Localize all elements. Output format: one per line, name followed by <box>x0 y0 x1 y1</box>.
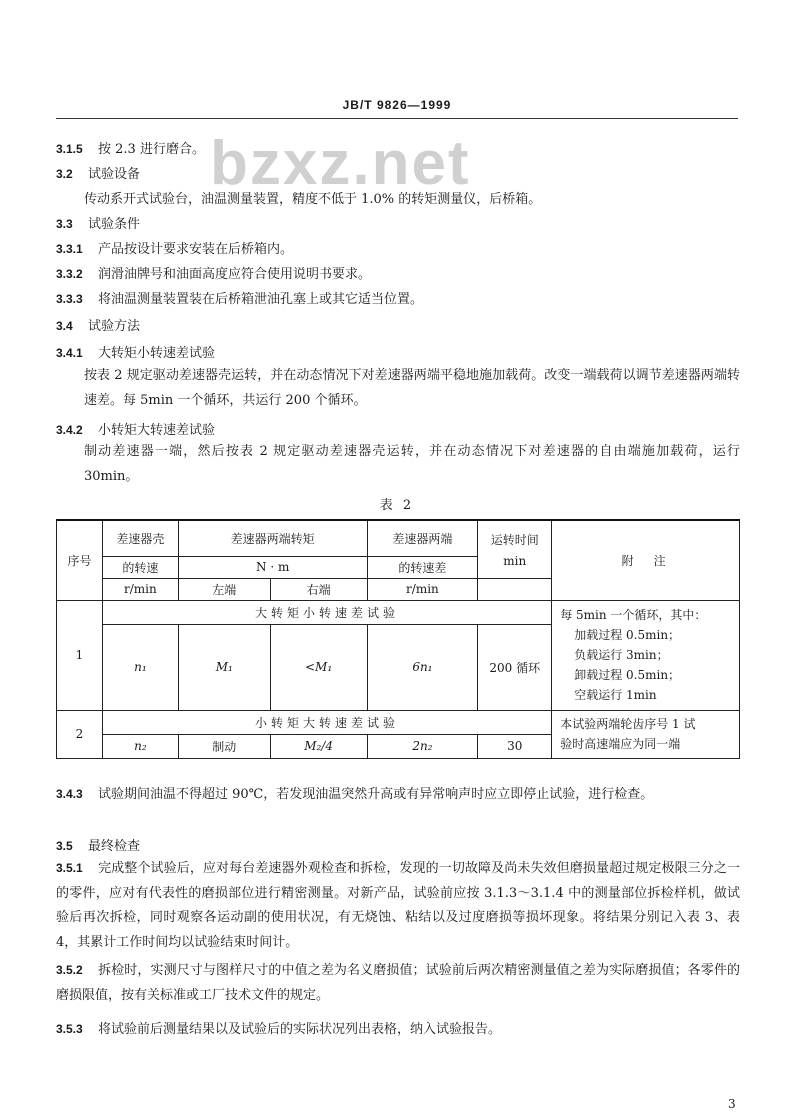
standard-code-header: JB/T 9826—1999 <box>342 98 452 112</box>
paragraph-text: 制动差速器一端，然后按表 2 规定驱动差速器壳运转，并在动态情况下对差速器的自由端施加载荷，运行 30min。 <box>84 444 740 484</box>
watermark: bzxz.net <box>210 129 471 198</box>
row1-speed-diff: 6n₁ <box>367 624 478 710</box>
item-number: 3.4 <box>56 319 73 333</box>
header-speed-diff-unit: r/min <box>367 578 478 600</box>
item-3-4 <box>56 315 746 334</box>
section-title: 试验设备 <box>88 167 141 182</box>
row1-section-title: 大转矩小转速差试验 <box>102 600 551 624</box>
header-empty <box>478 578 552 600</box>
row2-remarks <box>552 710 740 758</box>
remark-line: 负载运行 3min； <box>574 648 669 662</box>
header-speed-diff-line1: 差速器两端 <box>367 520 478 556</box>
section-title: 试验条件 <box>88 217 141 232</box>
row1-speed: n₁ <box>102 624 178 710</box>
page-number: 3 <box>728 1097 736 1111</box>
row1-seq: 1 <box>57 600 103 710</box>
item-3-4-1-body <box>56 364 740 413</box>
section-title: 最终检查 <box>88 839 141 854</box>
row1-run-time: 200 循环 <box>478 624 552 710</box>
item-number: 3.5.3 <box>56 1022 83 1036</box>
item-number: 3.1.5 <box>56 142 83 156</box>
row1-torque-left: M₁ <box>178 624 270 710</box>
item-3-5 <box>56 835 746 854</box>
item-number: 3.4.1 <box>56 346 83 360</box>
item-number: 3.5.2 <box>56 963 83 977</box>
item-number: 3.5 <box>56 839 73 853</box>
header-torque-right: 右端 <box>270 578 367 600</box>
table-2 <box>56 519 740 759</box>
section-title: 试验方法 <box>88 319 141 334</box>
item-3-3-1 <box>56 238 746 257</box>
item-number: 3.3.1 <box>56 242 83 256</box>
paragraph-text: 按表 2 规定驱动差速器壳运转，并在动态情况下对差速器两端平稳地施加载荷。改变一端载荷以调节差速器两端转速差。每 5min 一个循环，共运行 200 个循环。 <box>84 368 740 408</box>
row2-run-time: 30 <box>478 734 552 758</box>
remark-line: 空载运行 1min <box>574 688 657 702</box>
item-number: 3.4.3 <box>56 787 83 801</box>
item-3-2 <box>56 163 746 182</box>
row2-torque-right: M₂/4 <box>270 734 367 758</box>
header-seq: 序号 <box>57 520 103 600</box>
item-3-3 <box>56 213 746 232</box>
item-3-3-2 <box>56 263 746 282</box>
item-3-1-5 <box>56 138 746 157</box>
item-text: 润滑油牌号和油面高度应符合使用说明书要求。 <box>98 267 372 282</box>
header-run-time-label: 运转时间 <box>490 532 539 547</box>
item-number: 3.3.3 <box>56 292 83 306</box>
item-text: 产品按设计要求安装在后桥箱内。 <box>98 242 294 257</box>
item-number: 3.4.2 <box>56 423 83 437</box>
row2-speed-diff: 2n₂ <box>367 734 478 758</box>
item-text: 拆检时，实测尺寸与图样尺寸的中值之差为名义磨损值；试验前后两次精密测量值之差为实际磨损值；各零件的磨损限值，按有关标准或工厂技术文件的规定。 <box>56 963 740 1003</box>
row2-seq: 2 <box>57 710 103 758</box>
item-number: 3.3.2 <box>56 267 83 281</box>
row1-torque-right: <M₁ <box>270 624 367 710</box>
item-number: 3.5.1 <box>56 861 83 875</box>
item-text: 大转矩小转速差试验 <box>98 346 216 361</box>
item-3-5-1 <box>56 856 740 955</box>
row1-remarks <box>552 600 740 710</box>
header-housing-speed-line1: 差速器壳 <box>102 520 178 556</box>
header-remarks: 附 注 <box>552 520 740 600</box>
header-run-time <box>478 520 552 578</box>
table-caption: 表 2 <box>379 498 415 513</box>
row2-section-title: 小转矩大转速差试验 <box>102 710 551 734</box>
remark-line: 验时高速端应为同一端 <box>560 737 681 751</box>
header-torque-unit: N · m <box>178 556 367 578</box>
item-text: 将试验前后测量结果以及试验后的实际状况列出表格，纳入试验报告。 <box>98 1022 502 1037</box>
item-3-3-3 <box>56 288 746 307</box>
header-housing-speed-unit: r/min <box>102 578 178 600</box>
item-3-4-3 <box>56 782 740 808</box>
item-3-5-3 <box>56 1018 746 1037</box>
header-torque: 差速器两端转矩 <box>178 520 367 556</box>
item-text: 完成整个试验后，应对每台差速器外观检查和拆检，发现的一切故障及尚未失效但磨损量超过规定极限三分之一的零件，应对有代表性的磨损部位进行精密测量。对新产品，试验前应按 3.1.3～3.1.4 中的测量部位拆检样机，做试验后再次拆检，同时观察各运动副的使用状况，有无烧蚀、粘结以及过度磨损等损坏现象。将结果分别记入表 3、表 4，其累计工作时间均以试验结束时间计。 <box>56 861 740 950</box>
remark-line: 本试验两端轮齿序号 1 试 <box>560 717 696 731</box>
item-3-4-2 <box>56 419 746 438</box>
header-speed-diff-line2: 的转速差 <box>367 556 478 578</box>
item-text: 将油温测量装置装在后桥箱泄油孔塞上或其它适当位置。 <box>98 292 424 307</box>
item-text: 小转矩大转速差试验 <box>98 423 216 438</box>
remark-line: 每 5min 一个循环，其中： <box>560 608 707 622</box>
remark-line: 卸载过程 0.5min； <box>574 668 681 682</box>
header-run-time-unit: min <box>503 553 527 568</box>
item-3-2-body: 传动系开式试验台，油温测量装置，精度不低于 1.0% 的转矩测量仪，后桥箱。 <box>84 192 542 207</box>
item-number: 3.2 <box>56 167 73 181</box>
remark-line: 加载过程 0.5min； <box>574 628 681 642</box>
item-text: 按 2.3 进行磨合。 <box>98 142 205 157</box>
header-housing-speed-line2: 的转速 <box>102 556 178 578</box>
item-number: 3.3 <box>56 217 73 231</box>
row2-torque-left: 制动 <box>178 734 270 758</box>
item-text: 试验期间油温不得超过 90℃，若发现油温突然升高或有异常响声时应立即停止试验，进行检查。 <box>98 787 654 802</box>
header-torque-left: 左端 <box>178 578 270 600</box>
header-rule <box>56 118 738 119</box>
item-3-4-2-body <box>56 440 740 489</box>
item-3-5-2 <box>56 958 740 1008</box>
row2-speed: n₂ <box>102 734 178 758</box>
item-3-4-1 <box>56 342 746 361</box>
